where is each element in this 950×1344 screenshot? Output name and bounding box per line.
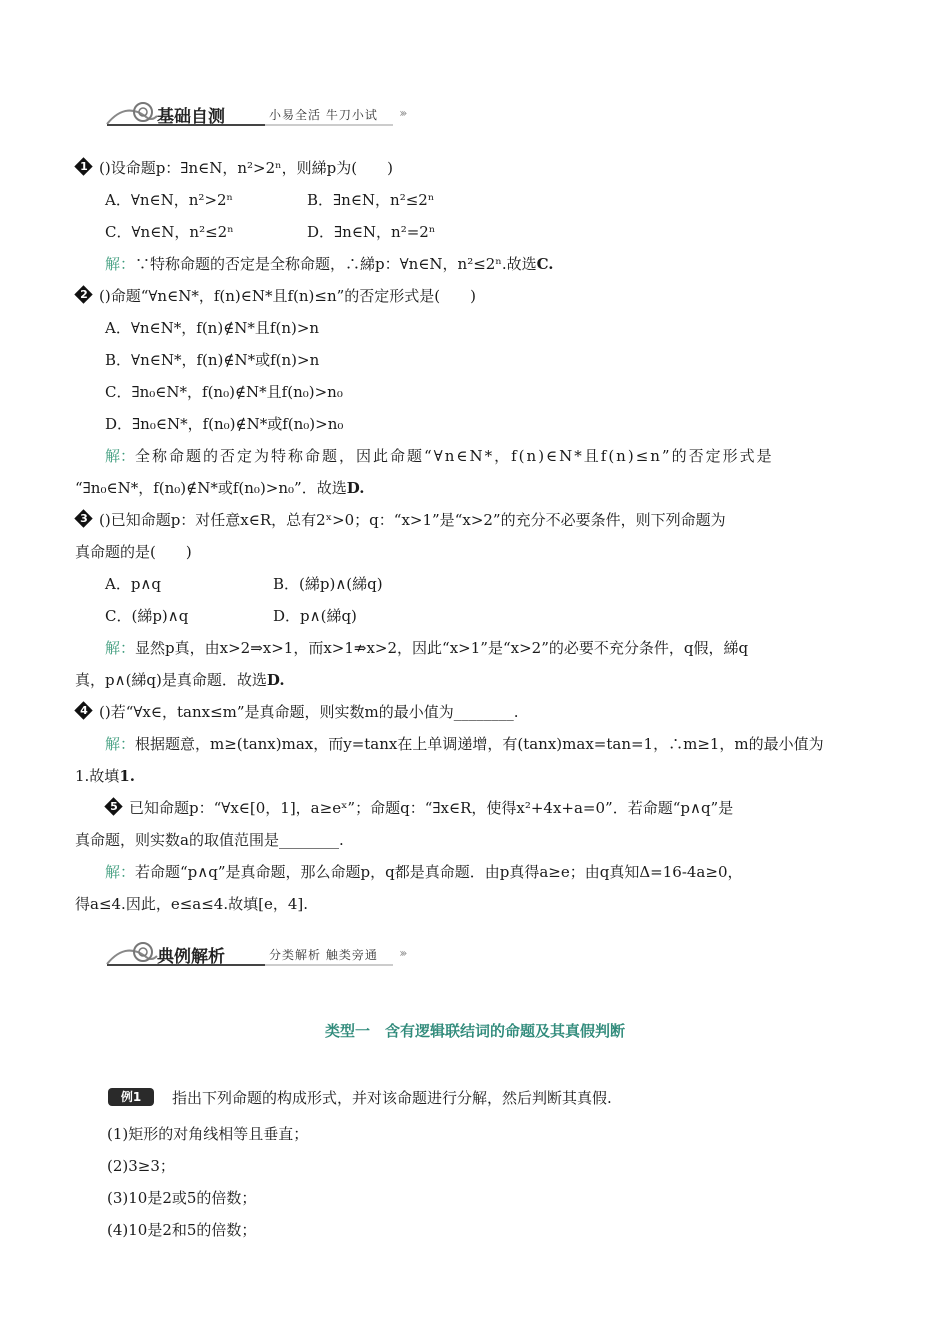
question-1-stem: 1 ()设命题p：∃n∈N，n²>2ⁿ，则綈p为( ) [75,158,885,178]
question-2-solution-line1: 解：全称命题的否定为特称命题，因此命题“∀n∈N*，f(n)∈N*且f(n)≤n”的否定形式是 [105,447,774,465]
example-item: (4)10是2和5的倍数； [107,1221,257,1239]
solution-label: 解： [105,255,136,273]
question-2-solution-line2: “∃n₀∈N*，f(n₀)∉N*或f(n₀)>n₀”．故选D. [75,479,365,497]
example-badge: 例1 [108,1088,154,1106]
option-a: A．p∧q [105,575,162,593]
section-title: 典例解析 [157,947,225,967]
solution-label: 解： [105,735,136,753]
option-c: C．∃n₀∈N*，f(n₀)∉N*且f(n₀)>n₀ [105,383,343,401]
option-d: D．p∧(綈q) [273,607,357,625]
example-item: (2)3≥3； [107,1157,175,1175]
question-5-solution-line2: 得a≤4.因此，e≤a≤4.故填[e，4]. [75,895,308,913]
question-3-stem-line2: 真命题的是( ) [75,543,192,561]
question-4-solution-line2: 1.故填1. [75,767,135,785]
section-subtitle: 小易全活 牛刀小试 [269,108,378,122]
option-a: A．∀n∈N*，f(n)∉N*且f(n)>n [105,319,320,337]
question-5-stem-line2: 真命题，则实数a的取值范围是________. [75,831,344,849]
solution-label: 解： [105,863,136,881]
question-3-stem-line1: 3 ()已知命题p：对任意x∈R，总有2ˣ>0；q：“x>1”是“x>2”的充分不必要条件，则下列命题为 [75,510,885,530]
question-number-badge: 3 [75,510,93,528]
example-item: (1)矩形的对角线相等且垂直； [107,1125,309,1143]
example-item: (3)10是2或5的倍数； [107,1189,257,1207]
question-1-options-ab [105,190,915,210]
section-subtitle: 分类解析 触类旁通 [269,948,378,962]
question-1-options-cd [105,222,915,242]
question-3-solution-line1: 解：显然p真，由x>2⇒x>1，而x>1⇏x>2，因此“x>1”是“x>2”的必要不充分条件，q假，綈q [105,639,749,657]
question-number-badge: 1 [75,158,93,176]
example-1-stem: 指出下列命题的构成形式，并对该命题进行分解，然后判断其真假. [172,1089,612,1107]
double-chevron-icon: ››› [399,106,405,120]
option-b: B．∃n∈N，n²≤2ⁿ [307,191,435,209]
question-3-options-ab [105,574,915,594]
type-heading: 类型一 含有逻辑联结词的命题及其真假判断 [324,1022,625,1040]
solution-label: 解： [105,447,136,465]
section-header-examples [105,938,445,974]
question-number-badge: 2 [75,286,93,304]
section-title: 基础自测 [157,107,225,127]
solution-label: 解： [105,639,136,657]
option-a: A．∀n∈N，n²>2ⁿ [105,191,234,209]
question-3-options-cd [105,606,915,626]
section-header-basic-test [105,98,445,134]
option-b: B．∀n∈N*，f(n)∉N*或f(n)>n [105,351,320,369]
double-chevron-icon: ››› [399,946,405,960]
option-b: B．(綈p)∧(綈q) [273,575,383,593]
option-d: D．∃n∈N，n²=2ⁿ [307,223,436,241]
question-5-stem-line1: 5 已知命题p：“∀x∈[0，1]，a≥eˣ”；命题q：“∃x∈R，使得x²+4x+a=0”．若命题“p∧q”是 [75,798,885,818]
question-1-solution: 解：∵特称命题的否定是全称命题，∴綈p：∀n∈N，n²≤2ⁿ.故选C. [105,255,554,273]
question-4-solution-line1: 解：根据题意，m≥(tanx)max，而y=tanx在上单调递增，有(tanx)max=tan=1，∴m≥1，m的最小值为 [105,735,824,753]
option-c: C．∀n∈N，n²≤2ⁿ [105,223,234,241]
question-5-solution-line1: 解：若命题“p∧q”是真命题，那么命题p，q都是真命题．由p真得a≥e；由q真知Δ=16-4a≥0， [105,863,743,881]
option-c: C．(綈p)∧q [105,607,189,625]
option-d: D．∃n₀∈N*，f(n₀)∉N*或f(n₀)>n₀ [105,415,344,433]
question-number-badge: 4 [75,702,93,720]
question-2-stem: 2 ()命题“∀n∈N*，f(n)∈N*且f(n)≤n”的否定形式是( ) [75,286,885,306]
question-3-solution-line2: 真，p∧(綈q)是真命题．故选D. [75,671,285,689]
question-number-badge: 5 [105,798,123,816]
question-4-stem: 4 ()若“∀x∈，tanx≤m”是真命题，则实数m的最小值为________. [75,702,885,722]
